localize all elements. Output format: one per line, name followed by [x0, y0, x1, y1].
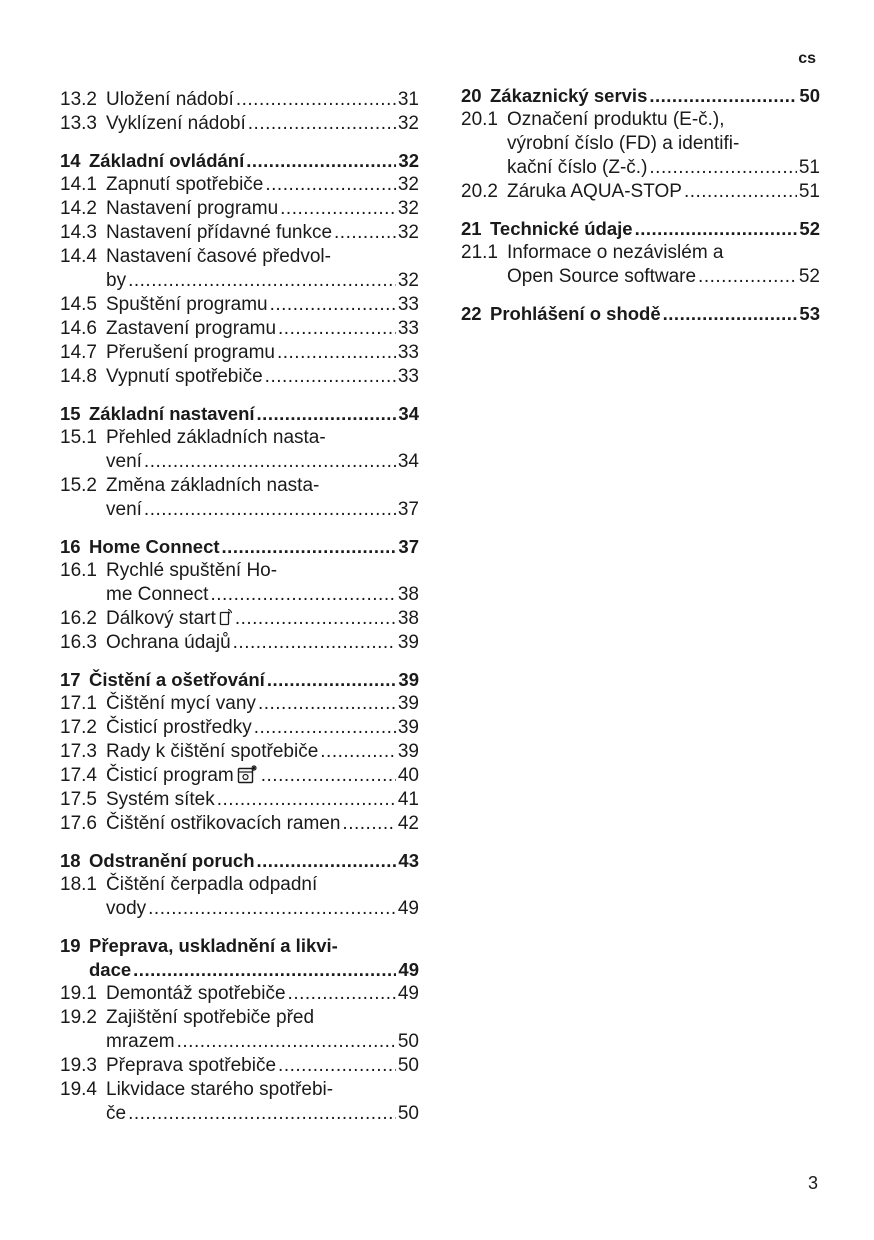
toc-title-line: Základní ovládání	[89, 150, 245, 171]
toc-number: 14	[60, 150, 81, 171]
toc-subsection[interactable]	[60, 716, 419, 740]
toc-title-line: Dálkový start	[106, 608, 216, 629]
toc-page-number: 39	[397, 632, 419, 653]
leader-dots	[233, 631, 396, 655]
toc-subsection[interactable]	[60, 812, 419, 836]
toc-title-line: me Connect	[106, 584, 209, 605]
toc-subsection[interactable]	[461, 108, 820, 180]
toc-subsection[interactable]	[60, 317, 419, 341]
toc-subsection[interactable]	[60, 740, 419, 764]
toc-page-number: 39	[398, 669, 419, 690]
toc-page-number: 31	[397, 89, 419, 110]
toc-title-line: Informace o nezávislém a	[507, 242, 724, 263]
language-code: cs	[798, 50, 816, 67]
toc-page-number: 49	[398, 959, 419, 980]
toc-title-line: Ochrana údajů	[106, 632, 231, 653]
toc-number: 21	[461, 218, 482, 239]
toc-title-line: Nastavení časové předvol-	[106, 246, 331, 267]
toc-title-line: Čištění mycí vany	[106, 693, 256, 714]
toc-page-number: 40	[397, 765, 419, 786]
toc-page-number: 52	[799, 218, 820, 239]
leader-dots	[649, 156, 796, 180]
toc-title-line: kační číslo (Z-č.)	[507, 157, 648, 178]
toc-subsection[interactable]	[461, 180, 820, 204]
leader-dots	[635, 217, 798, 241]
toc-title-line: Likvidace starého spotřebi-	[106, 1079, 334, 1100]
toc-title-line: Záruka AQUA-STOP	[507, 181, 682, 202]
toc-subsection[interactable]	[60, 365, 419, 389]
toc-number: 18	[60, 850, 81, 871]
toc-section[interactable]	[461, 84, 820, 108]
toc-subsection[interactable]	[60, 559, 419, 607]
toc-page-number: 52	[798, 266, 820, 287]
toc-page-number: 53	[799, 303, 820, 324]
toc-page-number: 41	[397, 789, 419, 810]
leader-dots	[257, 402, 397, 426]
toc-title-line: Zajištění spotřebiče před	[106, 1007, 315, 1028]
toc-number: 14.3	[60, 222, 97, 243]
leader-dots	[128, 269, 396, 293]
toc-subsection[interactable]	[60, 873, 419, 921]
leader-dots	[270, 293, 396, 317]
leader-dots	[222, 535, 397, 559]
toc-number: 19.2	[60, 1007, 97, 1028]
toc-page-number: 34	[398, 403, 419, 424]
toc-subsection[interactable]	[60, 607, 419, 631]
toc-title-line: vody	[106, 898, 147, 919]
leader-dots	[698, 265, 797, 289]
leader-dots	[684, 180, 797, 204]
toc-section[interactable]	[461, 302, 820, 326]
toc-page-number: 37	[397, 499, 419, 520]
toc-section[interactable]	[461, 217, 820, 241]
leader-dots	[258, 692, 396, 716]
toc-title-line: Označení produktu (E-č.),	[507, 109, 725, 130]
toc-number: 16.3	[60, 632, 97, 653]
toc-number: 19.4	[60, 1079, 97, 1100]
toc-subsection[interactable]	[60, 1006, 419, 1054]
toc-page-number: 33	[397, 342, 419, 363]
toc-subsection[interactable]	[60, 173, 419, 197]
toc-title-line: Vyklízení nádobí	[106, 113, 246, 134]
toc-subsection[interactable]	[461, 241, 820, 289]
toc-section[interactable]	[60, 149, 419, 173]
toc-title-line: Vypnutí spotřebiče	[106, 366, 263, 387]
toc-title-line: Prohlášení o shodě	[490, 303, 661, 324]
leader-dots	[342, 812, 395, 836]
toc-page-number: 32	[398, 150, 419, 171]
toc-subsection[interactable]	[60, 788, 419, 812]
toc-number: 14.8	[60, 366, 97, 387]
leader-dots	[649, 84, 797, 108]
toc-title-line: Čisticí program	[106, 765, 234, 786]
toc-page-number: 38	[397, 584, 419, 605]
toc-number: 20.2	[461, 181, 498, 202]
toc-title-line: vení	[106, 451, 142, 472]
toc-subsection[interactable]	[60, 631, 419, 655]
toc-title-line: Čistění a ošetřování	[89, 669, 265, 690]
toc-title-line: če	[106, 1103, 127, 1124]
toc-title-line: Open Source software	[507, 266, 697, 287]
toc-number: 17.2	[60, 717, 97, 738]
toc-number: 14.1	[60, 174, 97, 195]
toc-title-line: Přeprava spotřebiče	[106, 1055, 277, 1076]
leader-dots	[280, 197, 396, 221]
toc-page-number: 50	[799, 85, 820, 106]
leader-dots	[278, 317, 396, 341]
toc-number: 14.5	[60, 294, 97, 315]
toc-title-line: Rychlé spuštění Ho-	[106, 560, 278, 581]
leader-dots	[246, 149, 396, 173]
leader-dots	[278, 1054, 396, 1078]
toc-number: 14.7	[60, 342, 97, 363]
toc-title-line: Odstranění poruch	[89, 850, 255, 871]
toc-number: 17.1	[60, 693, 97, 714]
toc-title-line: Změna základních nasta-	[106, 475, 320, 496]
toc-subsection[interactable]	[60, 1078, 419, 1126]
toc-page-number: 50	[397, 1055, 419, 1076]
leader-dots	[148, 897, 396, 921]
toc-subsection[interactable]	[60, 474, 419, 522]
toc-number: 17	[60, 669, 81, 690]
toc-page-number: 39	[397, 741, 419, 762]
toc-page-number: 49	[397, 898, 419, 919]
toc-subsection[interactable]	[60, 982, 419, 1006]
toc-section[interactable]	[60, 934, 419, 982]
toc-title-line: vení	[106, 499, 142, 520]
toc-title-line: Čištění ostřikovacích ramen	[106, 813, 341, 834]
toc-number: 15.1	[60, 427, 97, 448]
toc-number: 17.6	[60, 813, 97, 834]
toc-page-number: 33	[397, 366, 419, 387]
toc-title-line: by	[106, 270, 127, 291]
toc-page-number: 51	[798, 157, 820, 178]
toc-section[interactable]	[60, 668, 419, 692]
toc-column-left	[60, 88, 419, 1126]
toc-title-line: Čištění čerpadla odpadní	[106, 874, 318, 895]
leader-dots	[217, 788, 396, 812]
toc-subsection[interactable]	[60, 764, 419, 788]
toc-title-line: Přehled základních nasta-	[106, 427, 326, 448]
toc-number: 16.1	[60, 560, 97, 581]
toc-subsection[interactable]	[60, 88, 419, 112]
toc-number: 15	[60, 403, 81, 424]
toc-number: 17.4	[60, 765, 97, 786]
toc-title-line: Spuštění programu	[106, 294, 268, 315]
toc-section[interactable]	[60, 402, 419, 426]
toc-subsection[interactable]	[60, 426, 419, 474]
toc-title-line: výrobní číslo (FD) a identifi-	[507, 133, 740, 154]
toc-title-line: Nastavení programu	[106, 198, 279, 219]
toc-subsection[interactable]	[60, 293, 419, 317]
toc-title-line: Nastavení přídavné funkce	[106, 222, 333, 243]
toc-number: 19.1	[60, 983, 97, 1004]
leader-dots	[210, 583, 395, 607]
toc-number: 14.2	[60, 198, 97, 219]
toc-title-line: mrazem	[106, 1031, 175, 1052]
leader-dots	[265, 365, 396, 389]
toc-page-number: 32	[397, 270, 419, 291]
toc-number: 13.2	[60, 89, 97, 110]
toc-number: 19.3	[60, 1055, 97, 1076]
toc-page-number: 32	[397, 198, 419, 219]
leader-dots	[144, 498, 396, 522]
toc-page-number: 50	[397, 1031, 419, 1052]
leader-dots	[265, 173, 395, 197]
toc-title-line: Demontáž spotřebiče	[106, 983, 286, 1004]
toc-number: 16.2	[60, 608, 97, 629]
toc-subsection[interactable]	[60, 197, 419, 221]
toc-number: 21.1	[461, 242, 498, 263]
toc-page-number: 49	[397, 983, 419, 1004]
toc-page-number: 43	[398, 850, 419, 871]
page-number: 3	[807, 1173, 818, 1193]
toc-page-number: 32	[397, 222, 419, 243]
toc-number: 16	[60, 536, 81, 557]
toc-subsection[interactable]	[60, 245, 419, 293]
toc-page-number: 37	[398, 536, 419, 557]
leader-dots	[261, 764, 396, 788]
toc-page-number: 38	[397, 608, 419, 629]
toc-title-line: Přerušení programu	[106, 342, 275, 363]
toc-title-line: Zapnutí spotřebiče	[106, 174, 264, 195]
toc-number: 13.3	[60, 113, 97, 134]
toc-page-number: 33	[397, 318, 419, 339]
toc-section[interactable]	[60, 535, 419, 559]
leader-dots	[254, 716, 396, 740]
toc-number: 17.5	[60, 789, 97, 810]
leader-dots	[133, 958, 396, 982]
leader-dots	[128, 1102, 396, 1126]
toc-page-number: 34	[397, 451, 419, 472]
toc-title-line: dace	[89, 959, 132, 980]
toc-page-number: 42	[397, 813, 419, 834]
leader-dots	[288, 982, 396, 1006]
leader-dots	[277, 341, 396, 365]
toc-page-number: 50	[397, 1103, 419, 1124]
leader-dots	[320, 740, 396, 764]
toc-number: 14.4	[60, 246, 97, 267]
leader-dots	[236, 88, 396, 112]
toc-title-line: Čisticí prostředky	[106, 717, 252, 738]
toc-title-line: Systém sítek	[106, 789, 215, 810]
toc-title-line: Rady k čištění spotřebiče	[106, 741, 319, 762]
cleaning-program-icon	[234, 764, 259, 788]
remote-start-icon	[216, 607, 233, 631]
toc-column-right	[461, 84, 820, 326]
toc-number: 20.1	[461, 109, 498, 130]
toc-page-number: 51	[798, 181, 820, 202]
toc-title-line: Home Connect	[89, 536, 220, 557]
toc-title-line: Zastavení programu	[106, 318, 277, 339]
toc-title-line: Základní nastavení	[89, 403, 255, 424]
toc-page-number: 33	[397, 294, 419, 315]
leader-dots	[144, 450, 396, 474]
leader-dots	[235, 607, 396, 631]
toc-page-number: 39	[397, 693, 419, 714]
toc-section[interactable]	[60, 849, 419, 873]
leader-dots	[334, 221, 396, 245]
toc-subsection[interactable]	[60, 112, 419, 136]
toc-title-line: Přeprava, uskladnění a likvi-	[89, 935, 338, 956]
toc-page-number: 32	[397, 174, 419, 195]
toc-number: 22	[461, 303, 482, 324]
toc-subsection[interactable]	[60, 692, 419, 716]
toc-number: 18.1	[60, 874, 97, 895]
leader-dots	[257, 849, 397, 873]
toc-page-number: 39	[397, 717, 419, 738]
leader-dots	[248, 112, 396, 136]
toc-title-line: Technické údaje	[490, 218, 633, 239]
toc-number: 14.6	[60, 318, 97, 339]
toc-subsection[interactable]	[60, 341, 419, 365]
toc-subsection[interactable]	[60, 1054, 419, 1078]
toc-title-line: Uložení nádobí	[106, 89, 234, 110]
toc-title-line: Zákaznický servis	[490, 85, 648, 106]
toc-number: 20	[461, 85, 482, 106]
toc-number: 17.3	[60, 741, 97, 762]
toc-subsection[interactable]	[60, 221, 419, 245]
toc-number: 19	[60, 935, 81, 956]
leader-dots	[267, 668, 397, 692]
leader-dots	[663, 302, 798, 326]
toc-number: 15.2	[60, 475, 97, 496]
toc-page-number: 32	[397, 113, 419, 134]
leader-dots	[177, 1030, 396, 1054]
